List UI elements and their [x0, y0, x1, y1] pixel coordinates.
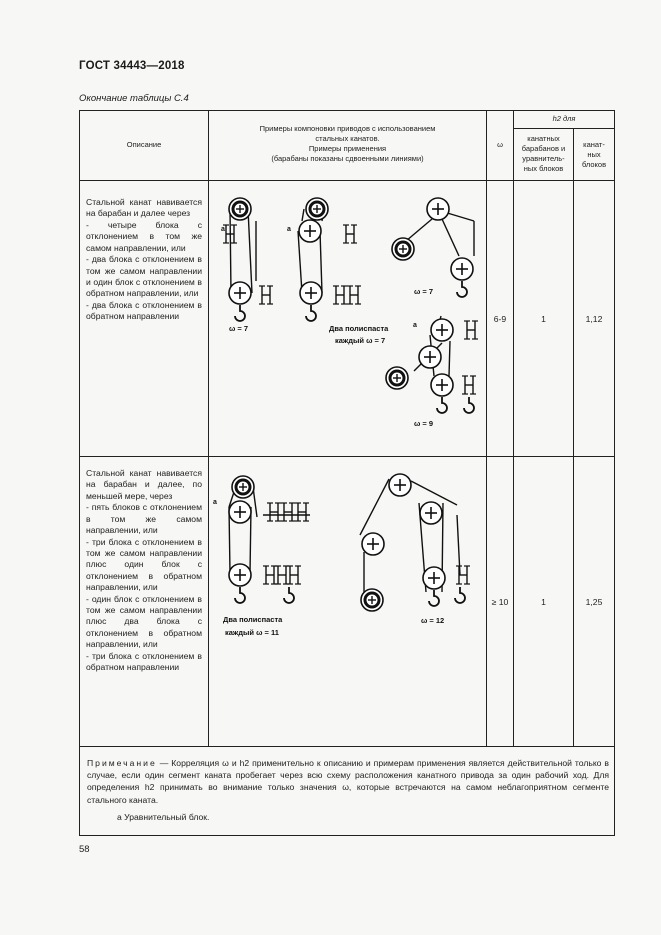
- row2-reeving-diagrams: [209, 457, 486, 746]
- row2-h2-blocks: 1,25: [585, 597, 603, 607]
- row1-label-a: a: [413, 322, 417, 329]
- table-caption: Окончание таблицы С.4: [79, 93, 189, 104]
- header-description: Описание: [126, 140, 162, 149]
- header-drums: канатных барабанов и уравнитель- ных блоков: [521, 134, 566, 174]
- header-h2: h2 для: [552, 114, 576, 123]
- note-text: — Корреляция ω и h2 применительно к описанию и примерам применения является действительной только в случае, если один сегмент каната пробегает через всю схему расположения канатного привода за один рабочий ход. Для определения h2 принимать во внимание только значения ω, которые встречаются на самом неблагоприятном сегменте стального каната.: [87, 758, 609, 805]
- row1-description: Стальной канат навивается на барабан и далее через - четыре блока с отклонением в том же самом направлении, или - два блока с отклонением в том же самом направлении и один блок с отклонением в обратном направлении, или - два блока с отклонением в обратном направлении: [86, 197, 202, 322]
- row1-reeving-diagrams: [209, 181, 486, 456]
- row2-two-pulleys-label: каждый ω = 11: [225, 628, 279, 637]
- row1-two-pulleys-label: Два полиспаста: [329, 324, 389, 333]
- row1-label-a: a: [287, 226, 291, 233]
- page-number: 58: [79, 844, 90, 855]
- note-prefix: Примечание: [87, 758, 157, 768]
- row1-label-a: a: [221, 226, 225, 233]
- row1-h2-drums: 1: [541, 314, 546, 324]
- row1-omega-label: ω = 7: [229, 324, 249, 333]
- row1-h2-blocks: 1,12: [585, 314, 603, 324]
- table-note: [87, 757, 609, 806]
- row1-omega-label: ω = 7: [414, 287, 434, 296]
- row1-omega: 6-9: [493, 314, 507, 324]
- row2-description: Стальной канат навивается на барабан и далее, по меньшей мере, через - пять блоков с отклонением в том же самом направлении, или - три блока с отклонением в том же самом направлении плюс один блок с отклонением в обратном направлении, или - один блок с отклонением в том же самом направлении плюс два блока с отклонением в обратном направлении, или - три блока с отклонением в обратном направлении: [86, 468, 202, 673]
- row1-two-pulleys-label: каждый ω = 7: [335, 336, 386, 345]
- row2-omega: ≥ 10: [491, 597, 509, 607]
- footnote: a Уравнительный блок.: [117, 812, 210, 822]
- header-examples: Примеры компоновки приводов с использованием стальных канатов. Примеры применения (барабаны показаны сдвоенными линиями): [259, 124, 436, 164]
- doc-code: ГОСТ 34443—2018: [79, 60, 185, 72]
- header-blocks: канат- ных блоков: [581, 140, 607, 170]
- header-omega: ω: [497, 140, 503, 149]
- row1-omega-label: ω = 9: [414, 419, 434, 428]
- row2-omega-label: ω = 12: [421, 616, 445, 625]
- row2-label-a: a: [213, 499, 217, 506]
- row2-two-pulleys-label: Два полиспаста: [223, 615, 283, 624]
- row2-h2-drums: 1: [541, 597, 546, 607]
